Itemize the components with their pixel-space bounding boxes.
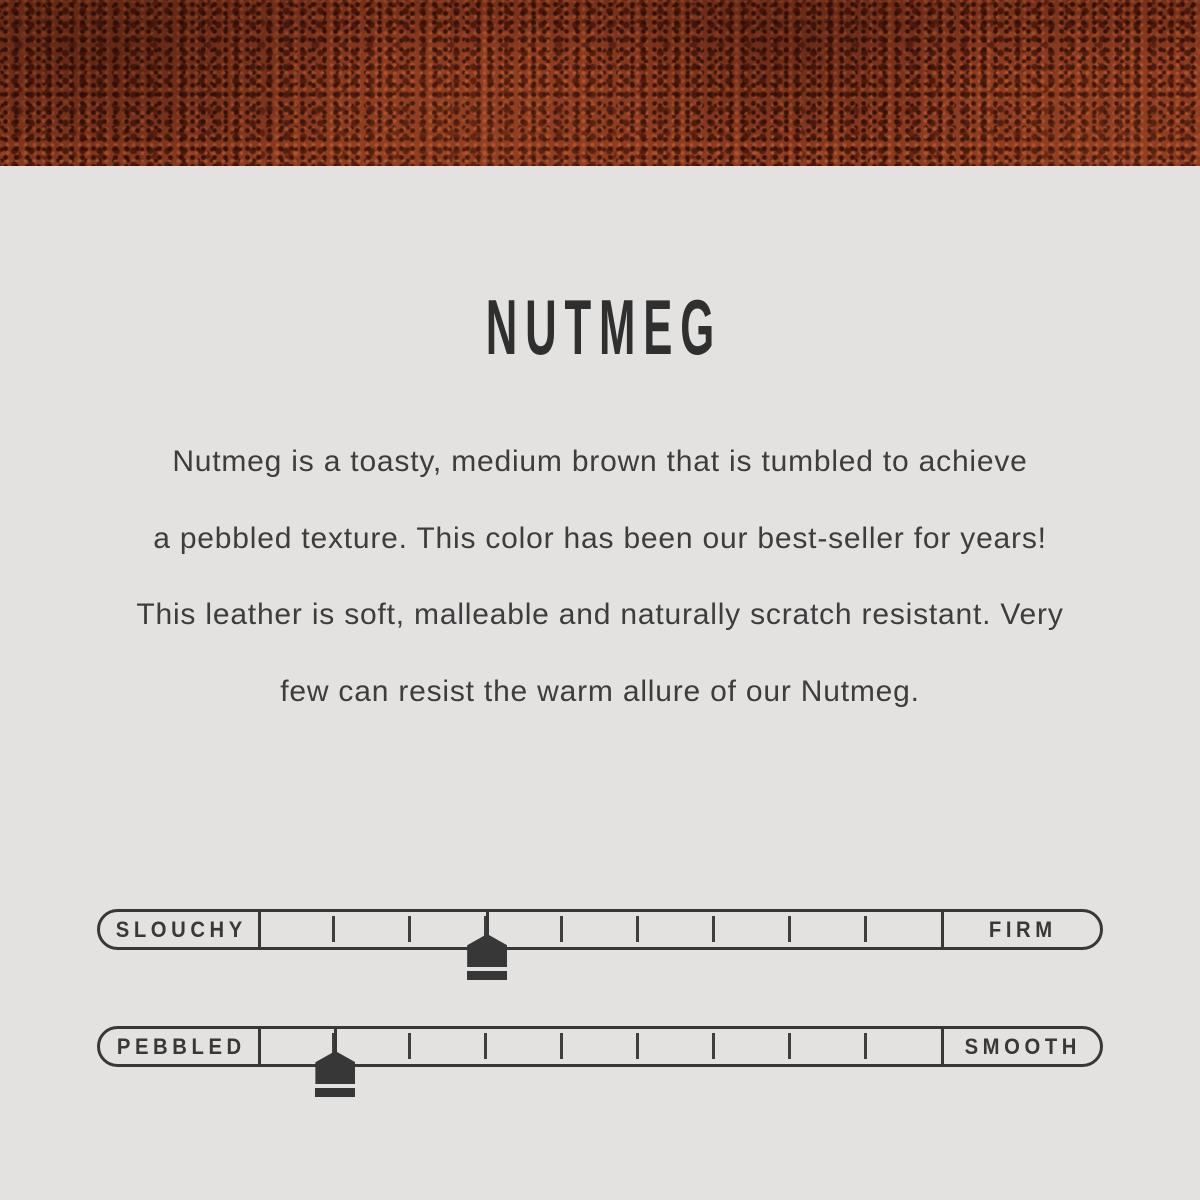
scale-tick [788, 916, 791, 942]
scale-left-divider [258, 912, 261, 947]
leather-texture-image [0, 0, 1200, 166]
scale-tick [712, 1033, 715, 1059]
scale-tick [636, 916, 639, 942]
marker-stem [486, 912, 489, 936]
marker-base [315, 1088, 355, 1097]
scale-tick [408, 1033, 411, 1059]
description-line: This leather is soft, malleable and naturally scratch resistant. Very [136, 598, 1064, 631]
scale-tick [408, 916, 411, 942]
page-title [0, 282, 1200, 373]
marker-head [467, 934, 507, 967]
scale-tick [864, 1033, 867, 1059]
marker-base [467, 971, 507, 980]
scale-tick [712, 916, 715, 942]
description-line: Nutmeg is a toasty, medium brown that is tumbled to achieve [172, 445, 1028, 478]
scale-right-divider [941, 1029, 944, 1064]
texture-scale-right-label: SMOOTH [964, 1034, 1082, 1059]
description-line: a pebbled texture. This color has been our best-seller for years! [153, 521, 1047, 555]
color-description [0, 424, 1200, 730]
firmness-scale-left-label: SLOUCHY [115, 917, 247, 942]
scale-tick [560, 916, 563, 942]
scale-tick [484, 1033, 487, 1059]
firmness-scale [97, 909, 1103, 950]
marker-head [315, 1051, 355, 1084]
scale-left-divider [258, 1029, 261, 1064]
scale-tick [864, 916, 867, 942]
texture-scale-left-label: PEBBLED [116, 1034, 246, 1059]
texture-scale [97, 1026, 1103, 1067]
marker-stem [334, 1029, 337, 1053]
page-title-text: NUTMEG [485, 283, 723, 371]
scale-tick [788, 1033, 791, 1059]
description-line: few can resist the warm allure of our Nutmeg. [280, 674, 920, 708]
scale-tick [636, 1033, 639, 1059]
scale-tick [560, 1033, 563, 1059]
firmness-scale-right-label: FIRM [988, 917, 1057, 942]
scale-tick [332, 916, 335, 942]
scale-right-divider [941, 912, 944, 947]
